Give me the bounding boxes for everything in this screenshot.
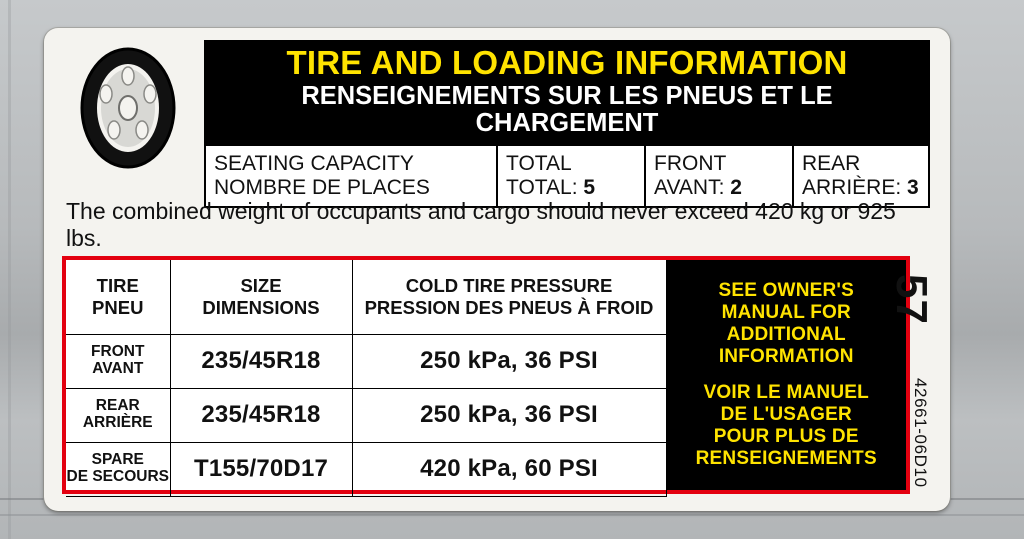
owners-manual-fr-line4: RENSEIGNEMENTS [695,448,877,470]
row-front-size: 235/45R18 [170,334,352,388]
owners-manual-fr-line3: POUR PLUS DE [713,426,859,448]
row-front-position-fr: AVANT [92,360,144,377]
owners-manual-fr-line1: VOIR LE MANUEL [703,382,869,403]
combined-weight-english: The combined weight of occupants and cargo should never exceed 420 kg or 925 lbs. [66,198,896,252]
seating-front-label-fr: AVANT: [654,176,725,200]
background-seam-vertical [8,0,11,539]
header-size [170,260,352,334]
owners-manual-notice [667,260,907,490]
header-pressure-fr: PRESSION DES PNEUS À FROID [364,296,654,318]
tire-pressure-table [66,260,667,497]
table-row [66,388,666,442]
seating-rear-value: 3 [907,176,919,200]
seating-rear-value-row [802,177,920,199]
row-rear-position-en: REAR [95,397,140,415]
seating-capacity-label-fr: NOMBRE DE PLACES [214,176,430,200]
seating-front-value: 2 [730,176,742,200]
row-spare-size: T155/70D17 [170,442,352,496]
row-front-position [66,334,170,388]
seating-capacity-label-en: SEATING CAPACITY [214,152,414,176]
title-english: TIRE AND LOADING INFORMATION [286,44,848,81]
row-rear-pressure: 250 kPa, 36 PSI [352,388,666,442]
part-number: 42661-06D10 [911,378,930,488]
seating-total-value-row [506,177,636,199]
label-header [62,40,930,200]
table-header-row [66,260,666,334]
row-rear-position-fr: ARRIÈRE [82,414,153,431]
header-pressure-en: COLD TIRE PRESSURE [405,275,613,297]
table-row [66,442,666,496]
owners-manual-en-line2: MANUAL FOR [721,301,851,323]
row-spare-position-fr: DE SECOURS [66,468,169,485]
owners-manual-fr-line2: DE L'USAGER [720,404,852,426]
header-tire-en: TIRE [96,275,139,297]
seating-rear-label-en: REAR [802,152,861,176]
header-size-fr: DIMENSIONS [202,296,320,318]
seating-total-value: 5 [583,176,596,200]
title-block [204,40,930,146]
tire-wheel-icon [64,46,192,170]
row-front-pressure: 250 kPa, 36 PSI [352,334,666,388]
seating-rear-cell [794,146,928,206]
header-tire-fr: PNEU [92,296,144,318]
seating-total-label-fr: TOTAL: [506,176,578,200]
row-rear-position [66,388,170,442]
row-spare-pressure: 420 kPa, 60 PSI [352,442,666,496]
owners-manual-en-line3: ADDITIONAL [726,323,846,345]
header-text-block [204,40,930,208]
row-rear-size: 235/45R18 [170,388,352,442]
side-number: 57 [887,274,936,325]
tire-pressure-section [62,256,910,494]
row-front-position-en: FRONT [91,343,145,361]
owners-manual-french [696,382,877,470]
seating-total-cell [498,146,646,206]
header-size-en: SIZE [240,275,282,297]
tire-and-loading-information-label [44,28,950,511]
seating-total-label-en: TOTAL [506,152,572,176]
seating-rear-label-fr: ARRIÈRE: [802,176,902,200]
row-spare-position-en: SPARE [91,451,144,469]
seating-capacity-cell [206,146,498,206]
seating-front-value-row [654,177,784,199]
owners-manual-english [718,280,854,368]
row-spare-position [66,442,170,496]
title-french: RENSEIGNEMENTS SUR LES PNEUS ET LE CHARGEMENT [301,81,833,138]
background-seam-2 [0,514,1024,516]
header-pressure [352,260,666,334]
owners-manual-en-line4: INFORMATION [718,345,854,367]
seating-front-cell [646,146,794,206]
seating-front-label-en: FRONT [654,152,727,176]
header-tire [66,260,170,334]
owners-manual-en-line1: SEE OWNER'S [718,279,854,301]
table-row [66,334,666,388]
